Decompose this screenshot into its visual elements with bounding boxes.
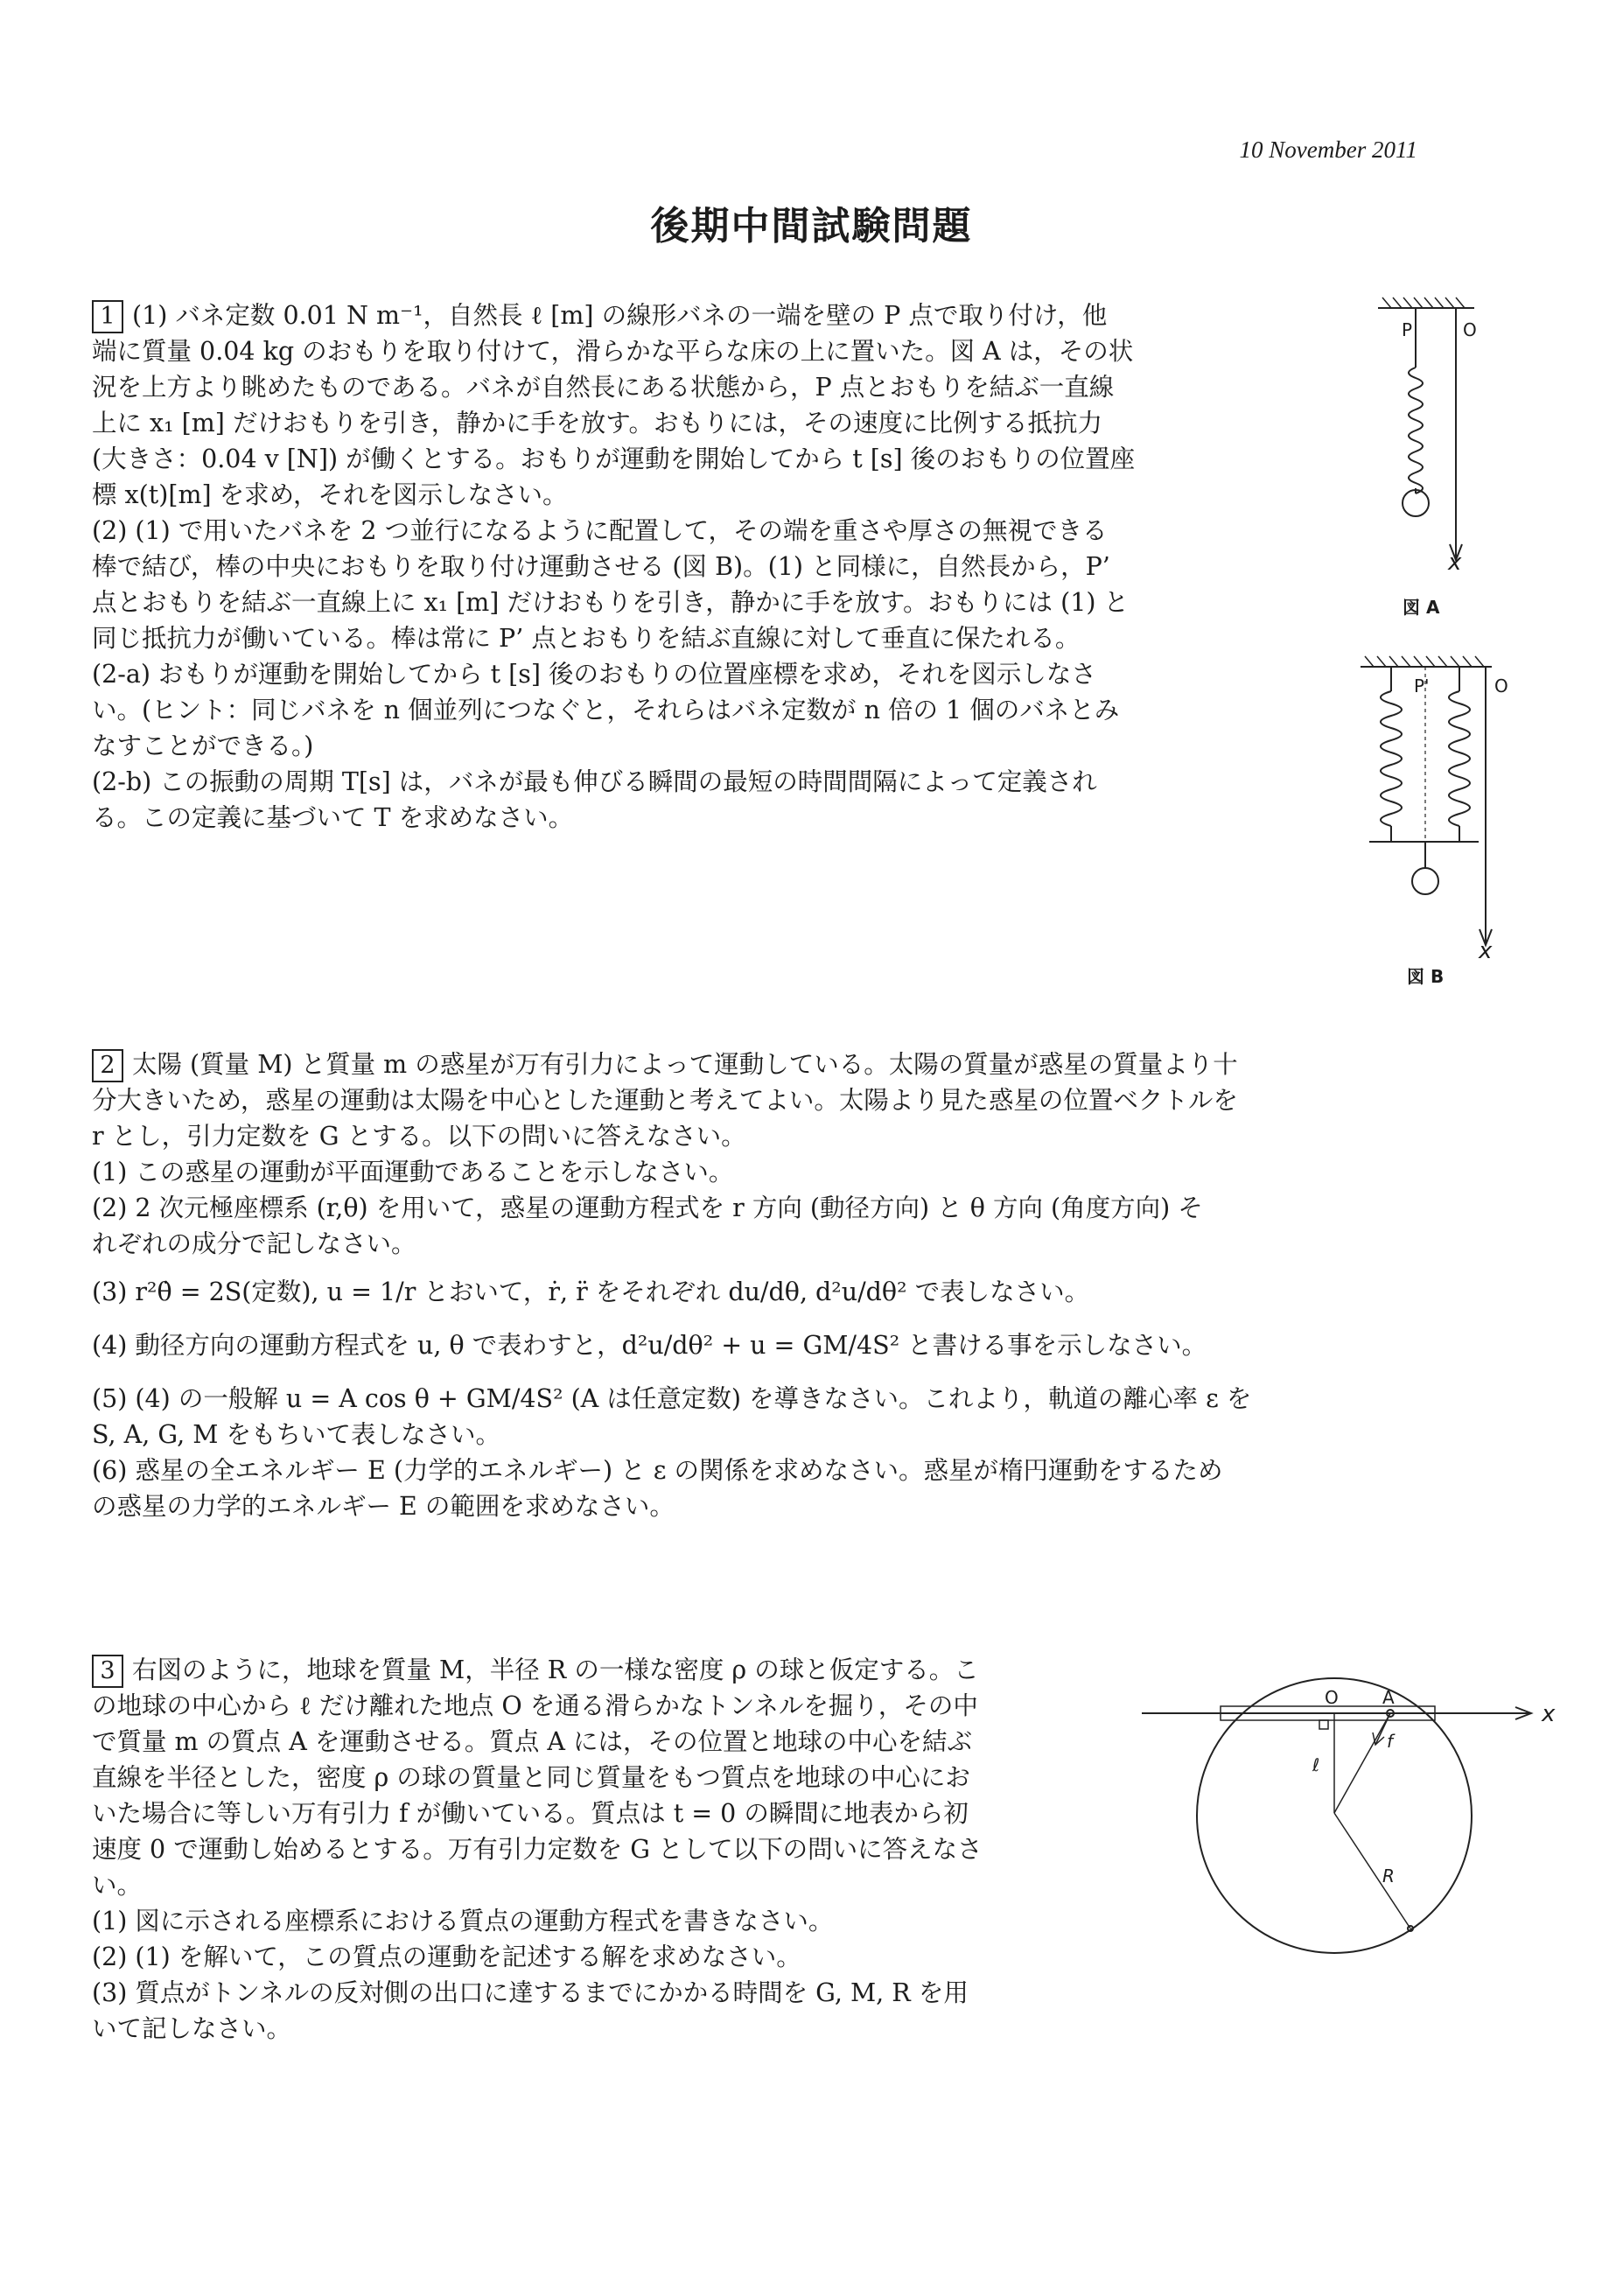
problem-line: 太陽 (質量 M) と質量 m の惑星が万有引力によって運動している。太陽の質量が惑星の質量より十 [132,1050,1238,1079]
problem-line: (2-b) この振動の周期 T[s] は，バネが最も伸びる瞬間の最短の時間間隔によって定義され [92,767,1097,796]
date: 10 November 2011 [1239,136,1417,163]
problem-number: 2 [92,1049,123,1082]
problem-3 [92,1652,1124,2047]
fig-b-label-p: P' [1414,676,1430,696]
problem-line: 標 x(t)[m] を求め，それを図示しなさい。 [92,480,568,509]
problem-line: (3) r²θ̇ = 2S(定数), u = 1/r とおいて，ṙ, r̈ をそれぞれ du/dθ, d²u/dθ² で表しなさい。 [92,1278,1090,1306]
problem-line: の惑星の力学的エネルギー E の範囲を求めなさい。 [92,1492,675,1521]
problem-1 [92,298,1264,836]
problem-line: 端に質量 0.04 kg のおもりを取り付けて，滑らかな平らな床の上に置いた。図 A は，その状 [92,337,1134,366]
fig-a-label-p: P [1402,319,1413,340]
problem-number: 1 [92,300,123,333]
problem-line: (2-a) おもりが運動を開始してから t [s] 後のおもりの位置座標を求め，それを図示しなさ [92,660,1096,689]
problem-line: (1) 図に示される座標系における質点の運動方程式を書きなさい。 [92,1907,834,1936]
problem-line: れぞれの成分で記しなさい。 [92,1229,416,1258]
problem-line: (2) (1) で用いたバネを 2 つ並行になるように配置して，その端を重さや厚さの無視できる [92,516,1108,545]
fig3-label-l: ℓ [1312,1754,1320,1775]
fig-b-label-x: x [1479,938,1493,964]
fig3-label-o: O [1325,1687,1339,1708]
problem-line: (5) (4) の一般解 u = A cos θ + GM/4S² (A は任意定数) を導きなさい。これより，軌道の離心率 ε を [92,1384,1252,1413]
problem-line: (2) (1) を解いて，この質点の運動を記述する解を求めなさい。 [92,1942,801,1971]
problem-line: (1) この惑星の運動が平面運動であることを示しなさい。 [92,1158,734,1186]
problem-line: r とし，引力定数を G とする。以下の問いに答えなさい。 [92,1122,746,1151]
fig-b-label-o: O [1494,676,1508,696]
problem-line: いて記しなさい。 [92,2014,292,2043]
problem-line: 右図のように，地球を質量 M，半径 R の一様な密度 ρ の球と仮定する。こ [132,1656,979,1684]
fig3-label-a: A [1382,1687,1395,1708]
problem-line: で質量 m の質点 A を運動させる。質点 A には，その位置と地球の中心を結ぶ [92,1727,973,1756]
page-title: 後期中間試験問題 [650,204,973,248]
problem-line: 速度 0 で運動し始めるとする。万有引力定数を G として以下の問いに答えなさ [92,1835,983,1864]
problem-line: (1) バネ定数 0.01 N m⁻¹，自然長 ℓ [m] の線形バネの一端を壁の P 点で取り付け，他 [132,301,1108,330]
problem-line: る。この定義に基づいて T を求めなさい。 [92,803,574,832]
problem-line: 同じ抵抗力が働いている。棒は常に P’ 点とおもりを結ぶ直線に対して垂直に保たれる。 [92,624,1081,653]
fig-b-caption: 図 B [1407,966,1445,987]
problem-line: 点とおもりを結ぶ一直線上に x₁ [m] だけおもりを引き，静かに手を放す。おもりには (1) と [92,588,1130,617]
fig3-label-x: x [1542,1701,1556,1727]
problem-line: なすことができる。) [92,732,314,760]
problem-line: いた場合に等しい万有引力 f が働いている。質点は t = 0 の瞬間に地表から初 [92,1799,969,1828]
fig3-label-r: R [1382,1866,1395,1886]
problem-2 [92,1046,1439,1524]
problem-number: 3 [92,1655,123,1688]
problem-line: 分大きいため，惑星の運動は太陽を中心とした運動と考えてよい。太陽より見た惑星の位置ベクトルを [92,1086,1238,1115]
problem-line: S, A, G, M をもちいて表しなさい。 [92,1420,500,1449]
problem-line: い。 [92,1871,143,1900]
problem-line: (3) 質点がトンネルの反対側の出口に達するまでにかかる時間を G, M, R を用 [92,1978,969,2007]
problem-line: (6) 惑星の全エネルギー E (力学的エネルギー) と ε の関係を求めなさい。惑星が楕円運動をするため [92,1456,1223,1485]
fig3-label-f: f [1387,1731,1394,1752]
problem-line: (大きさ：0.04 v [N]) が働くとする。おもりが運動を開始してから t [s] 後のおもりの位置座 [92,444,1136,473]
problem-line: (2) 2 次元極座標系 (r,θ) を用いて，惑星の運動方程式を r 方向 (動径方向) と θ 方向 (角度方向) そ [92,1194,1203,1222]
problem-line: の地球の中心から ℓ だけ離れた地点 O を通る滑らかなトンネルを掘り，その中 [92,1691,978,1720]
problem-line: 上に x₁ [m] だけおもりを引き，静かに手を放す。おもりには，その速度に比例する抵抗力 [92,409,1103,438]
fig-a-label-o: O [1463,319,1477,340]
problem-line: い。(ヒント：同じバネを n 個並列につなぐと，それらはバネ定数が n 倍の 1 個のバネとみ [92,696,1120,724]
problem-line: (4) 動径方向の運動方程式を u, θ で表わすと，d²u/dθ² + u = GM/4S² と書ける事を示しなさい。 [92,1331,1207,1360]
fig-a-label-x: x [1448,550,1462,576]
problem-line: 直線を半径とした，密度 ρ の球の質量と同じ質量をもつ質点を地球の中心にお [92,1763,970,1792]
fig-a-caption: 図 A [1403,597,1440,618]
problem-line: 棒で結び，棒の中央におもりを取り付け運動させる (図 B)。(1) と同様に，自然長から，P’ [92,552,1110,581]
problem-line: 況を上方より眺めたものである。バネが自然長にある状態から，P 点とおもりを結ぶ一直線 [92,373,1115,402]
